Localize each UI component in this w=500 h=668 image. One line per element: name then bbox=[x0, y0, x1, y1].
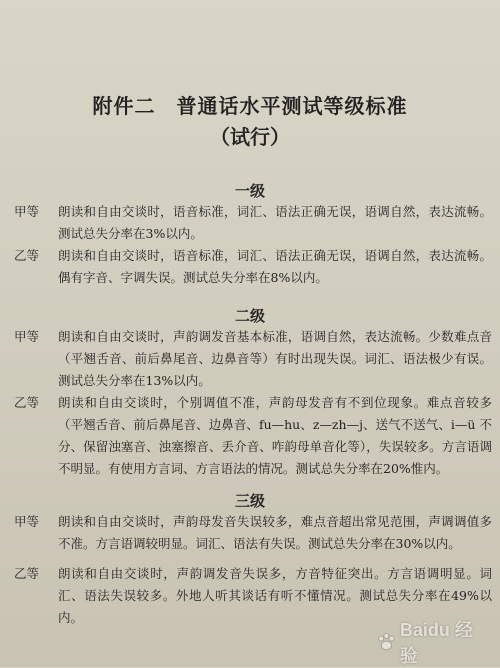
level-3-heading: 三级 bbox=[234, 492, 265, 510]
grade-label: 甲等 bbox=[14, 514, 40, 529]
level-1-heading: 一级 bbox=[234, 182, 265, 200]
document-subtitle: （试行） bbox=[210, 125, 290, 149]
paw-icon bbox=[376, 631, 397, 653]
grade-text: 朗读和自由交谈时，语音标准，词汇、语法正确无误，语调自然，表达流畅。测试总失分率在3%以内。 bbox=[58, 204, 492, 241]
level-2-grade-a bbox=[14, 326, 492, 392]
grade-text: 朗读和自由交谈时，个别调值不准，声韵母发音有不到位现象。难点音较多（平翘舌音、前后鼻尾音、边鼻音、fu—hu、z—zh—j、送气不送气、i—ü 不分、保留浊塞音、浊塞擦音、丢介音、咋韵母单音化等），失误较多。方言语调不明显。有使用方言词、方言语法的情况。测试总失分率在20%惟内。 bbox=[58, 395, 492, 476]
level-2-grade-b bbox=[14, 392, 492, 480]
grade-label: 乙等 bbox=[14, 248, 40, 263]
grade-label: 甲等 bbox=[14, 204, 40, 219]
level-3-grade-a bbox=[14, 511, 492, 555]
baidu-jingyan-watermark bbox=[376, 620, 486, 666]
level-1-grade-a bbox=[14, 201, 492, 245]
grade-label: 乙等 bbox=[14, 566, 40, 581]
grade-text: 朗读和自由交谈时，声韵调发音失误多，方音特征突出。方言语调明显。词汇、语法失误较多。外地人听其谈话有听不懂情况。测试总失分率在49%以内。 bbox=[58, 566, 492, 625]
grade-label: 乙等 bbox=[14, 395, 40, 410]
grade-text: 朗读和自由交谈时，语音标准，词汇、语法正确无误，语调自然，表达流畅。偶有字音、字调失误。测试总失分率在8%以内。 bbox=[58, 248, 492, 285]
grade-label: 甲等 bbox=[14, 329, 40, 344]
grade-text: 朗读和自由交谈时，声韵调发音基本标准，语调自然，表达流畅。少数难点音（平翘舌音、前后鼻尾音、边鼻音等）有时出现失误。词汇、语法极少有误。测试总失分率在13%以内。 bbox=[58, 329, 492, 388]
document-title: 附件二 普通话水平测试等级标准 bbox=[92, 94, 408, 118]
level-1-grade-b bbox=[14, 245, 492, 289]
level-2-heading: 二级 bbox=[234, 307, 265, 325]
grade-text: 朗读和自由交谈时，声韵母发音失误较多，难点音超出常见范围，声调调值多不准。方言语调较明显。词汇、语法有失误。测试总失分率在30%以内。 bbox=[58, 514, 492, 551]
watermark-text: Baidu 经验 bbox=[399, 620, 473, 666]
